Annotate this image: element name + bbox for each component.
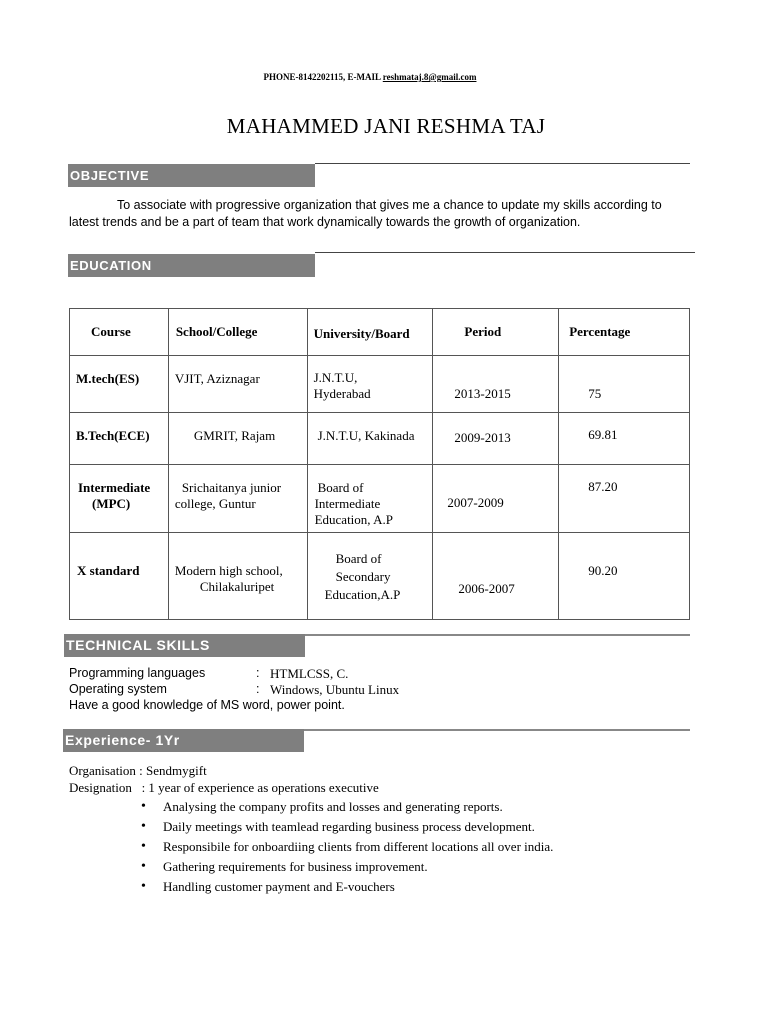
- school-cell: Chilakaluripet: [199, 579, 275, 594]
- percentage-cell: 90.20: [588, 563, 618, 578]
- period-cell: 2013-2015: [454, 386, 511, 401]
- education-table: [69, 308, 690, 620]
- skill-row: [69, 665, 689, 681]
- education-heading: EDUCATION: [68, 254, 315, 277]
- objective-heading: OBJECTIVE: [68, 164, 315, 187]
- contact-line: [0, 72, 740, 82]
- school-cell: VJIT, Aziznagar: [174, 371, 260, 386]
- skill-label: Operating system: [69, 682, 167, 696]
- col-header-course: Course: [91, 324, 131, 339]
- course-cell: X standard: [77, 563, 140, 578]
- skill-label: Programming languages: [69, 666, 206, 680]
- objective-line-2: latest trends and be a part of team that work dynamically towards the growth of organization.: [69, 215, 581, 229]
- skills-list: [69, 665, 689, 713]
- school-cell: Modern high school,: [174, 563, 283, 578]
- table-header-row: [70, 309, 690, 356]
- list-item: • Daily meetings with teamlead regarding business process development.: [163, 818, 723, 838]
- percentage-cell: 69.81: [588, 427, 618, 442]
- course-cell: B.Tech(ECE): [76, 428, 150, 443]
- period-cell: 2009-2013: [454, 430, 511, 445]
- skill-row: [69, 681, 689, 697]
- skill-value: HTMLCSS, C.: [270, 666, 349, 681]
- col-header-period: Period: [464, 324, 502, 339]
- experience-rule: [304, 729, 690, 731]
- table-row: [70, 413, 690, 465]
- course-cell: Intermediate: [78, 480, 151, 495]
- university-cell: Intermediate: [314, 496, 381, 511]
- skill-separator: :: [256, 682, 260, 696]
- table-row: [70, 533, 690, 620]
- university-cell: Secondary: [335, 569, 391, 584]
- school-cell: college, Guntur: [174, 496, 256, 511]
- objective-line-1: To associate with progressive organization that gives me a chance to update my skills according to: [117, 198, 662, 212]
- skill-separator: :: [256, 666, 260, 680]
- school-cell: GMRIT, Rajam: [193, 428, 276, 443]
- list-item: • Handling customer payment and E-vouchers: [163, 878, 723, 898]
- table-row: [70, 465, 690, 533]
- education-rule: [315, 252, 695, 253]
- list-item: • Gathering requirements for business improvement.: [163, 858, 723, 878]
- list-item: • Responsibile for onboardiing clients from different locations all over india.: [163, 838, 723, 858]
- period-cell: 2006-2007: [458, 581, 515, 596]
- objective-rule: [315, 163, 690, 164]
- university-cell: Hyderabad: [313, 386, 371, 401]
- contact-phone: PHONE-8142202115, E-MAIL: [263, 72, 383, 82]
- table-row: [70, 356, 690, 413]
- candidate-name: MAHAMMED JANI RESHMA TAJ: [226, 114, 546, 138]
- col-header-university: University/Board: [313, 326, 410, 341]
- course-cell: (MPC): [92, 496, 131, 511]
- list-item: • Analysing the company profits and losses and generating reports.: [163, 798, 723, 818]
- period-cell: 2007-2009: [447, 495, 504, 510]
- experience-details: [69, 762, 379, 796]
- course-cell: M.tech(ES): [76, 371, 140, 386]
- skills-rule: [305, 634, 690, 636]
- skills-note: Have a good knowledge of MS word, power point.: [69, 698, 345, 712]
- experience-bullets: [163, 798, 723, 898]
- designation-line: Designation : 1 year of experience as operations executive: [69, 780, 379, 795]
- percentage-cell: 75: [588, 386, 602, 401]
- organisation-line: Organisation : Sendmygift: [69, 763, 207, 778]
- university-cell: Board of: [317, 480, 364, 495]
- university-cell: Board of: [335, 551, 382, 566]
- skills-heading: TECHNICAL SKILLS: [64, 634, 305, 657]
- experience-heading: Experience- 1Yr: [63, 729, 304, 752]
- university-cell: J.N.T.U,: [313, 370, 358, 385]
- col-header-percentage: Percentage: [569, 324, 631, 339]
- percentage-cell: 87.20: [588, 479, 618, 494]
- university-cell: Education,A.P: [324, 587, 401, 602]
- school-cell: Srichaitanya junior: [181, 480, 282, 495]
- university-cell: Education, A.P: [314, 512, 393, 527]
- col-header-school: School/College: [175, 324, 258, 339]
- skill-value: Windows, Ubuntu Linux: [270, 682, 400, 697]
- university-cell: J.N.T.U, Kakinada: [317, 428, 415, 443]
- contact-email[interactable]: reshmataj.8@gmail.com: [382, 72, 477, 82]
